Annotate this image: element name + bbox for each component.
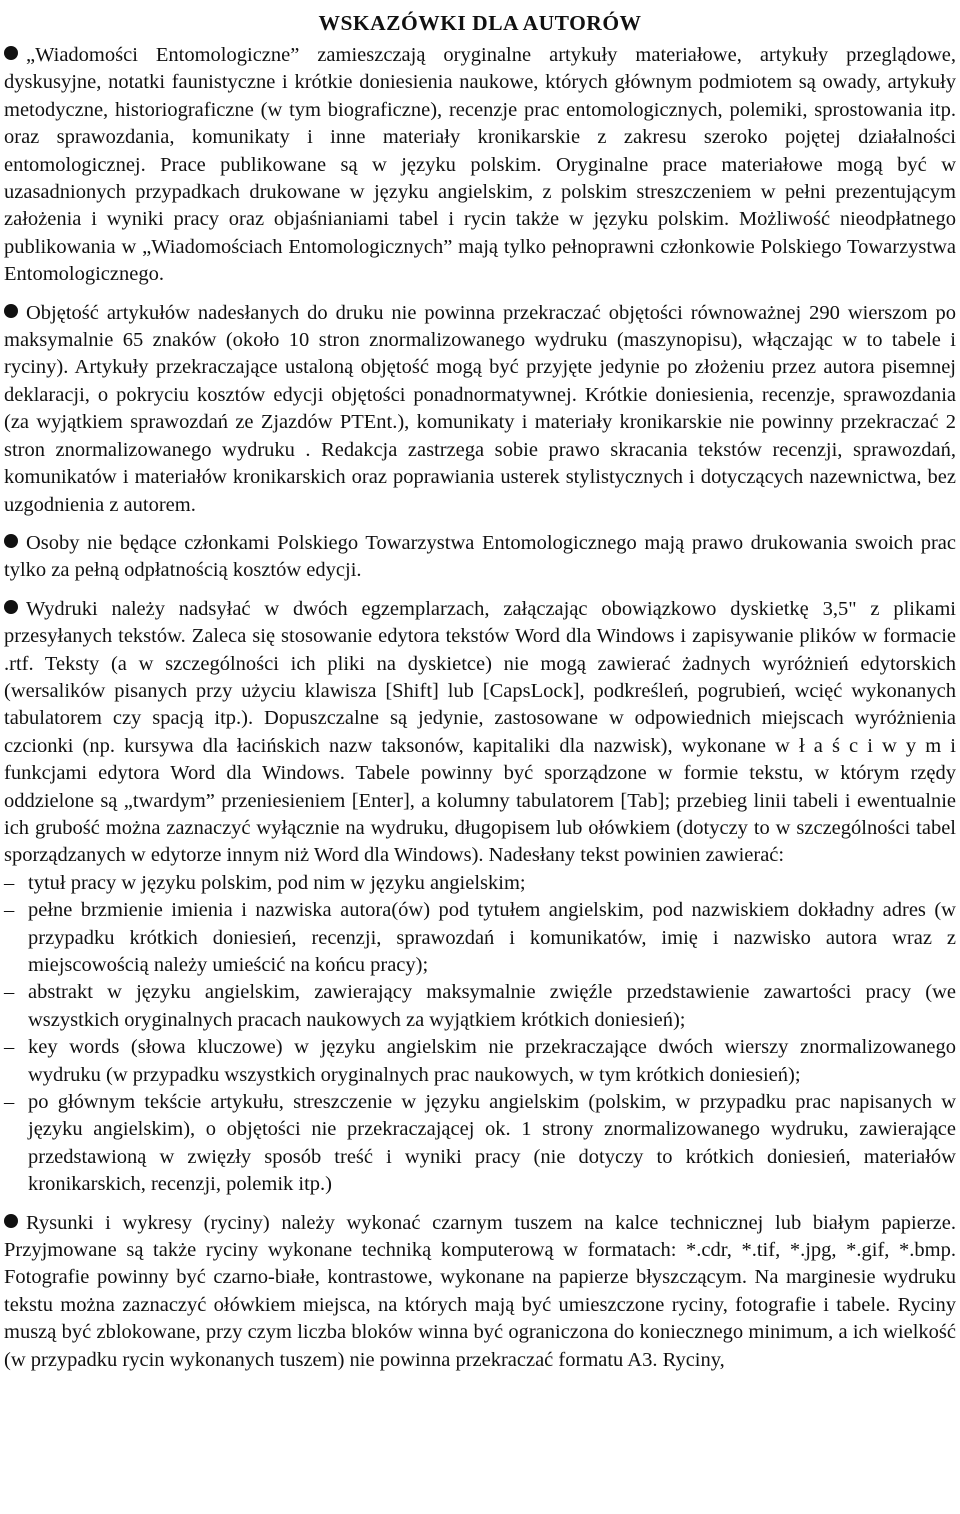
paragraph-text: Osoby nie będące członkami Polskiego Towarzystwa Entomologicznego mają prawo drukowania swoich prac tylko za pełną odpłatnością kosztów edycji. bbox=[4, 531, 956, 582]
paragraph-scope bbox=[4, 42, 956, 289]
bullet-icon bbox=[4, 600, 18, 614]
paragraph-submission bbox=[4, 596, 956, 870]
paragraph-text: Objętość artykułów nadesłanych do druku nie powinna przekraczać objętości równoważnej 290 wierszom po maksymalnie 65 znaków (około 10 stron znormalizowanego wydruku (maszynopisu), włączając w to tabele i ryciny). Artykuły przekraczające ustaloną objętość mogą być przyjęte jedynie po złożeniu przez autora pisemnej deklaracji, o pokryciu kosztów edycji objętości ponadnormatywnej. Krótkie doniesienia, recenzje, sprawozdania (za wyjątkiem sprawozdań ze Zjazdów PTEnt.), komunikaty i materiały kronikarskie nie powinny przekraczać 2 stron znormalizowanego wydruku . Redakcja zastrzega sobie prawo skracania tekstów recenzji, sprawozdań, komunikatów i materiałów kronikarskich oraz poprawiania usterek stylistycznych i dotyczących nazewnictwa, bez uzgodnienia z autorem. bbox=[4, 301, 956, 516]
dash-marker: – bbox=[4, 899, 15, 922]
list-item bbox=[4, 1034, 956, 1089]
dash-marker: – bbox=[4, 1091, 15, 1114]
list-item bbox=[4, 870, 956, 897]
list-item bbox=[4, 1089, 956, 1199]
requirements-list bbox=[4, 870, 956, 1199]
list-item bbox=[4, 979, 956, 1034]
list-item-text: pełne brzmienie imienia i nazwiska autora(ów) pod tytułem angielskim, pod nazwiskiem dokładny adres (w przypadku krótkich doniesień, recenzji, sprawozdań i komunikatów, imię i nazwisko autora wraz z miejscowością należy umieścić na końcu pracy); bbox=[28, 899, 956, 976]
paragraph-figures bbox=[4, 1210, 956, 1374]
list-item-text: abstrakt w języku angielskim, zawierający maksymalnie zwięźle przedstawienie zawartości pracy (we wszystkich oryginalnych pracach naukowych za wyjątkiem krótkich doniesień); bbox=[28, 981, 956, 1031]
bullet-icon bbox=[4, 1214, 18, 1228]
bullet-icon bbox=[4, 46, 18, 60]
list-item-text: po głównym tekście artykułu, streszczenie w języku angielskim (polskim, w przypadku prac napisanych w języku angielskim), o objętości nie przekraczającej ok. 1 strony znormalizowanego wydruku, zawierające przedstawioną w zwięzły sposób treść i wyniki pracy (nie dotyczy to krótkich doniesień, materiałów kronikarskich, recenzji, polemik itp.) bbox=[28, 1091, 956, 1196]
paragraph-text: „Wiadomości Entomologiczne” zamieszczają oryginalne artykuły materiałowe, artykuły przeglądowe, dyskusyjne, notatki faunistyczne i krótkie doniesienia naukowe, których głównym podmiotem są owady, artykuły metodyczne, historiograficzne (w tym biograficzne), recenzje prac entomologicznych, polemiki, sprostowania itp. oraz sprawozdania, komunikaty i inne materiały kronikarskie z zakresu szeroko pojętej działalności entomologicznej. Prace publikowane są w języku polskim. Oryginalne prace materiałowe mogą być w uzasadnionych przypadkach drukowane w języku angielskim, z polskim streszczeniem w pełni prezentującym założenia i wyniki pracy oraz objaśnianiami tabel i rycin także w języku polskim. Możliwość nieodpłatnego publikowania w „Wiadomościach Entomologicznych” mają tylko pełnoprawni członkowie Polskiego Towarzystwa Entomologicznego. bbox=[4, 44, 956, 286]
page-title: WSKAZÓWKI DLA AUTORÓW bbox=[318, 11, 642, 35]
paragraph-nonmembers bbox=[4, 530, 956, 585]
document-page bbox=[4, 0, 956, 1374]
paragraph-text: Rysunki i wykresy (ryciny) należy wykonać czarnym tuszem na kalce technicznej lub białym papierze. Przyjmowane są także ryciny wykonane techniką komputerową w formatach: *.cdr, *.tif, *.jpg, *.gif, *.bmp. Fotografie powinny być czarno-białe, kontrastowe, wykonane na papierze błyszczącym. Na marginesie wydruku tekstu można zaznaczyć ołówkiem miejsca, na których mają być umieszczone ryciny, fotografie i tabele. Ryciny muszą być zblokowane, przy czym liczba bloków winna być ograniczona do koniecznego minimum, a ich wielkość (w przypadku rycin wykonanych tuszem) nie powinna przekraczać formatu A3. Ryciny, bbox=[4, 1211, 956, 1371]
dash-marker: – bbox=[4, 1036, 15, 1059]
list-item-text: tytuł pracy w języku polskim, pod nim w języku angielskim; bbox=[28, 871, 526, 894]
bullet-icon bbox=[4, 534, 18, 548]
list-item bbox=[4, 897, 956, 979]
dash-marker: – bbox=[4, 981, 15, 1004]
dash-marker: – bbox=[4, 871, 15, 894]
bullet-icon bbox=[4, 304, 18, 318]
list-item-text: key words (słowa kluczowe) w języku angielskim nie przekraczające dwóch wierszy znormalizowanego wydruku (w przypadku wszystkich oryginalnych prac naukowych, w tym krótkich doniesień); bbox=[28, 1036, 956, 1086]
paragraph-length bbox=[4, 300, 956, 519]
paragraph-text: Wydruki należy nadsyłać w dwóch egzemplarzach, załączając obowiązkowo dyskietkę 3,5" z plikami przesyłanych tekstów. Zaleca się stosowanie edytora tekstów Word dla Windows i zapisywanie plików w formacie .rtf. Teksty (a w szczególności ich pliki na dyskietce) nie mogą zawierać żadnych wyróżnień edytorskich (wersalików pisanych przy użyciu klawisza [Shift] lub [CapsLock], podkreśleń, pogrubień, wcięć wykonanych tabulatorem czy spacją itp.). Dopuszczalne są jedynie, zastosowane w odpowiednich miejscach wyróżnienia czcionki (np. kursywa dla łacińskich nazw taksonów, kapitaliki dla nazwisk), wykonane w ł a ś c i w y m i funkcjami edytora Word dla Windows. Tabele powinny być sporządzone w formie tekstu, w którym rzędy oddzielone są „twardym” przeniesieniem [Enter], a kolumny tabulatorem [Tab]; przebieg linii tabeli i ewentualnie ich grubość można zaznaczyć wyłącznie na wydruku, długopisem lub ołówkiem (dotyczy to w szczególności tabel sporządzanych w edytorze innym niż Word dla Windows). Nadesłany tekst powinien zawierać: bbox=[4, 597, 956, 867]
